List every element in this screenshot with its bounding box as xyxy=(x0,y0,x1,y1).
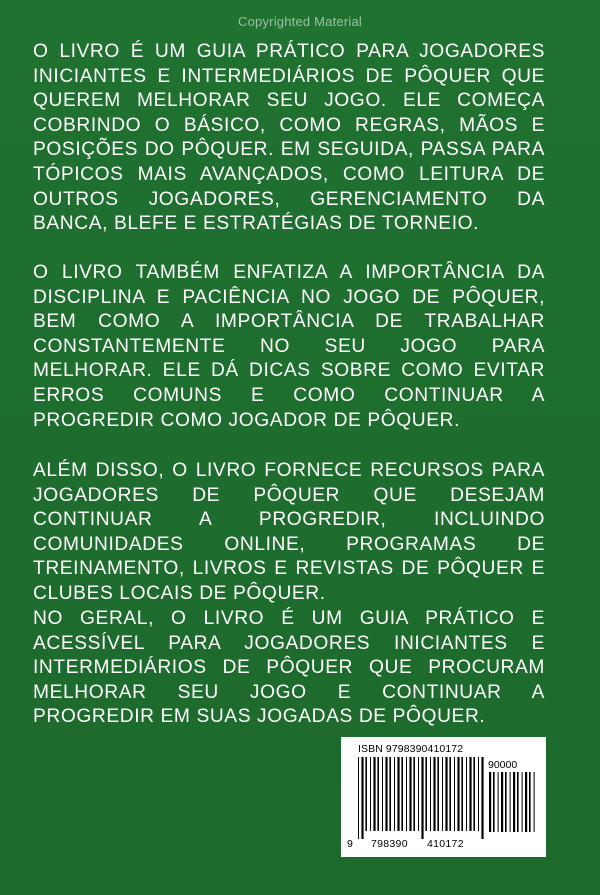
barcode-panel xyxy=(341,737,546,857)
paragraph-2: O LIVRO TAMBÉM ENFATIZA A IMPORTÂNCIA DA DISCIPLINA E PACIÊNCIA NO JOGO DE PÔQUER, BEM COMO A IMPORTÂNCIA DE TRABALHAR CONSTANTEMENTE NO SEU JOGO PARA MELHORAR. ELE DÁ DICAS SOBRE COMO EVITAR ERROS COMUNS E COMO CONTINUAR A PROGREDIR COMO JOGADOR DE PÔQUER. xyxy=(33,262,545,431)
paragraph-1: O LIVRO É UM GUIA PRÁTICO PARA JOGADORES INICIANTES E INTERMEDIÁRIOS DE PÔQUER QUE QUEREM MELHORAR SEU JOGO. ELE COMEÇA COBRINDO O BÁSICO, COMO REGRAS, MÃOS E POSIÇÕES DO PÔQUER. EM SEGUIDA, PASSA PARA TÓPICOS MAIS AVANÇADOS, COMO LEITURA DE OUTROS JOGADORES, GERENCIAMENTO DA BANCA, BLEFE E ESTRATÉGIAS DE TORNEIO. xyxy=(33,41,545,235)
copyright-watermark: Copyrighted Material xyxy=(238,14,362,29)
barcode-digit-first: 9 xyxy=(347,838,353,850)
barcode-digits-right: 410172 xyxy=(427,838,464,850)
paragraph-4: NO GERAL, O LIVRO É UM GUIA PRÁTICO E ACESSÍVEL PARA JOGADORES INICIANTES E INTERMEDIÁRIOS DE PÔQUER QUE PROCURAM MELHORAR SEU JOGO E CONTINUAR A PROGREDIR EM SUAS JOGADAS DE PÔQUER. xyxy=(33,608,545,728)
barcode-digits-left: 798390 xyxy=(371,838,408,850)
isbn-label: ISBN 9798390410172 xyxy=(358,743,464,755)
barcode-bars xyxy=(358,757,484,839)
barcode-addon-bars xyxy=(489,772,537,840)
paragraph-3: ALÉM DISSO, O LIVRO FORNECE RECURSOS PARA JOGADORES DE PÔQUER QUE DESEJAM CONTINUAR A PROGREDIR, INCLUINDO COMUNIDADES ONLINE, PROGRAMAS DE TREINAMENTO, LIVROS E REVISTAS DE PÔQUER E CLUBES LOCAIS DE PÔQUER. xyxy=(33,460,545,604)
price-code: 90000 xyxy=(488,759,518,771)
